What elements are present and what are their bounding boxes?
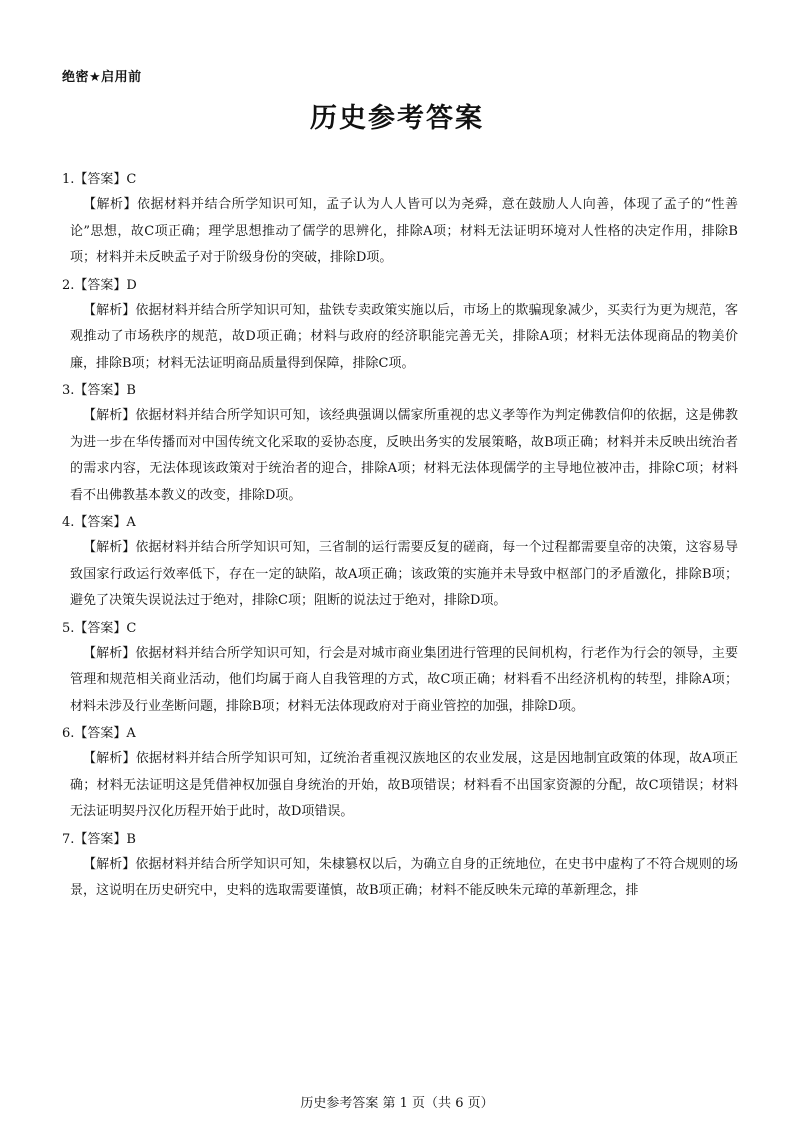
confidential-mark: 绝密★启用前 [62, 70, 142, 85]
explanation: 【解析】依据材料并结合所学知识可知，行会是对城市商业集团进行管理的民间机构，行老作为行会的领导，主要管理和规范相关商业活动，他们均属于商人自我管理的方式，故C项正确；材料看不出经济机构的转型，排除A项；材料未涉及行业垄断问题，排除B项；材料无法体现政府对于商业管控的加强，排除D项。 [70, 645, 738, 714]
answer-line: 1.【答案】C [62, 172, 137, 187]
explanation: 【解析】依据材料并结合所学知识可知，孟子认为人人皆可以为尧舜，意在鼓励人人向善，体现了孟子的“性善论”思想，故C项正确；理学思想推动了儒学的思辨化，排除A项；材料无法证明环境对人性格的决定作用，排除B项；材料并未反映孟子对于阶级身份的突破，排除D项。 [70, 197, 738, 265]
answer-item-3 [62, 381, 738, 509]
answer-line: 7.【答案】B [62, 831, 136, 847]
explanation: 【解析】依据材料并结合所学知识可知，三省制的运行需要反复的磋商，每一个过程都需要皇帝的决策，这容易导致国家行政运行效率低下，存在一定的缺陷，故A项正确；该政策的实施并未导致中枢部门的矛盾激化，排除B项；避免了决策失误说法过于绝对，排除C项；阻断的说法过于绝对，排除D项。 [70, 540, 738, 608]
explanation: 【解析】依据材料并结合所学知识可知，辽统治者重视汉族地区的农业发展，这是因地制宜政策的体现，故A项正确；材料无法证明这是凭借神权加强自身统治的开始，故B项错误；材料看不出国家资源的分配，故C项错误；材料无法证明契丹汉化历程开始于此时，故D项错误。 [70, 751, 738, 819]
page-title: 历史参考答案 [310, 103, 484, 134]
explanation: 【解析】依据材料并结合所学知识可知，朱棣篡权以后，为确立自身的正统地位，在史书中虚构了不符合规则的场景，这说明在历史研究中，史料的选取需要谨慎，故B项正确；材料不能反映朱元璋的革新理念，排 [70, 856, 738, 898]
answer-item-4 [62, 513, 738, 615]
explanation: 【解析】依据材料并结合所学知识可知，该经典强调以儒家所重视的忠义孝等作为判定佛教信仰的依据，这是佛教为进一步在华传播而对中国传统文化采取的妥协态度，反映出务实的发展策略，故B项正确；材料并未反映出统治者的需求内容，无法体现该政策对于统治者的迎合，排除A项；材料无法体现儒学的主导地位被冲击，排除C项；材料看不出佛教基本教义的改变，排除D项。 [70, 408, 738, 503]
answer-list [62, 170, 738, 909]
answer-item-1 [62, 170, 738, 272]
explanation: 【解析】依据材料并结合所学知识可知，盐铁专卖政策实施以后，市场上的欺骗现象减少，买卖行为更为规范，客观推动了市场秩序的规范，故D项正确；材料与政府的经济职能完善无关，排除A项；材料无法体现商品的物美价廉，排除B项；材料无法证明商品质量得到保障，排除C项。 [70, 302, 738, 371]
answer-item-6 [62, 724, 738, 826]
page-footer: 历史参考答案 第 1 页（共 6 页） [300, 1096, 494, 1111]
answer-line: 5.【答案】C [62, 620, 137, 636]
answer-item-5 [62, 619, 738, 721]
answer-item-2 [62, 276, 738, 378]
answer-line: 6.【答案】A [62, 726, 136, 741]
answer-line: 4.【答案】A [62, 515, 136, 530]
answer-item-7 [62, 830, 738, 905]
answer-line: 3.【答案】B [62, 383, 136, 398]
answer-line: 2.【答案】D [62, 277, 137, 293]
